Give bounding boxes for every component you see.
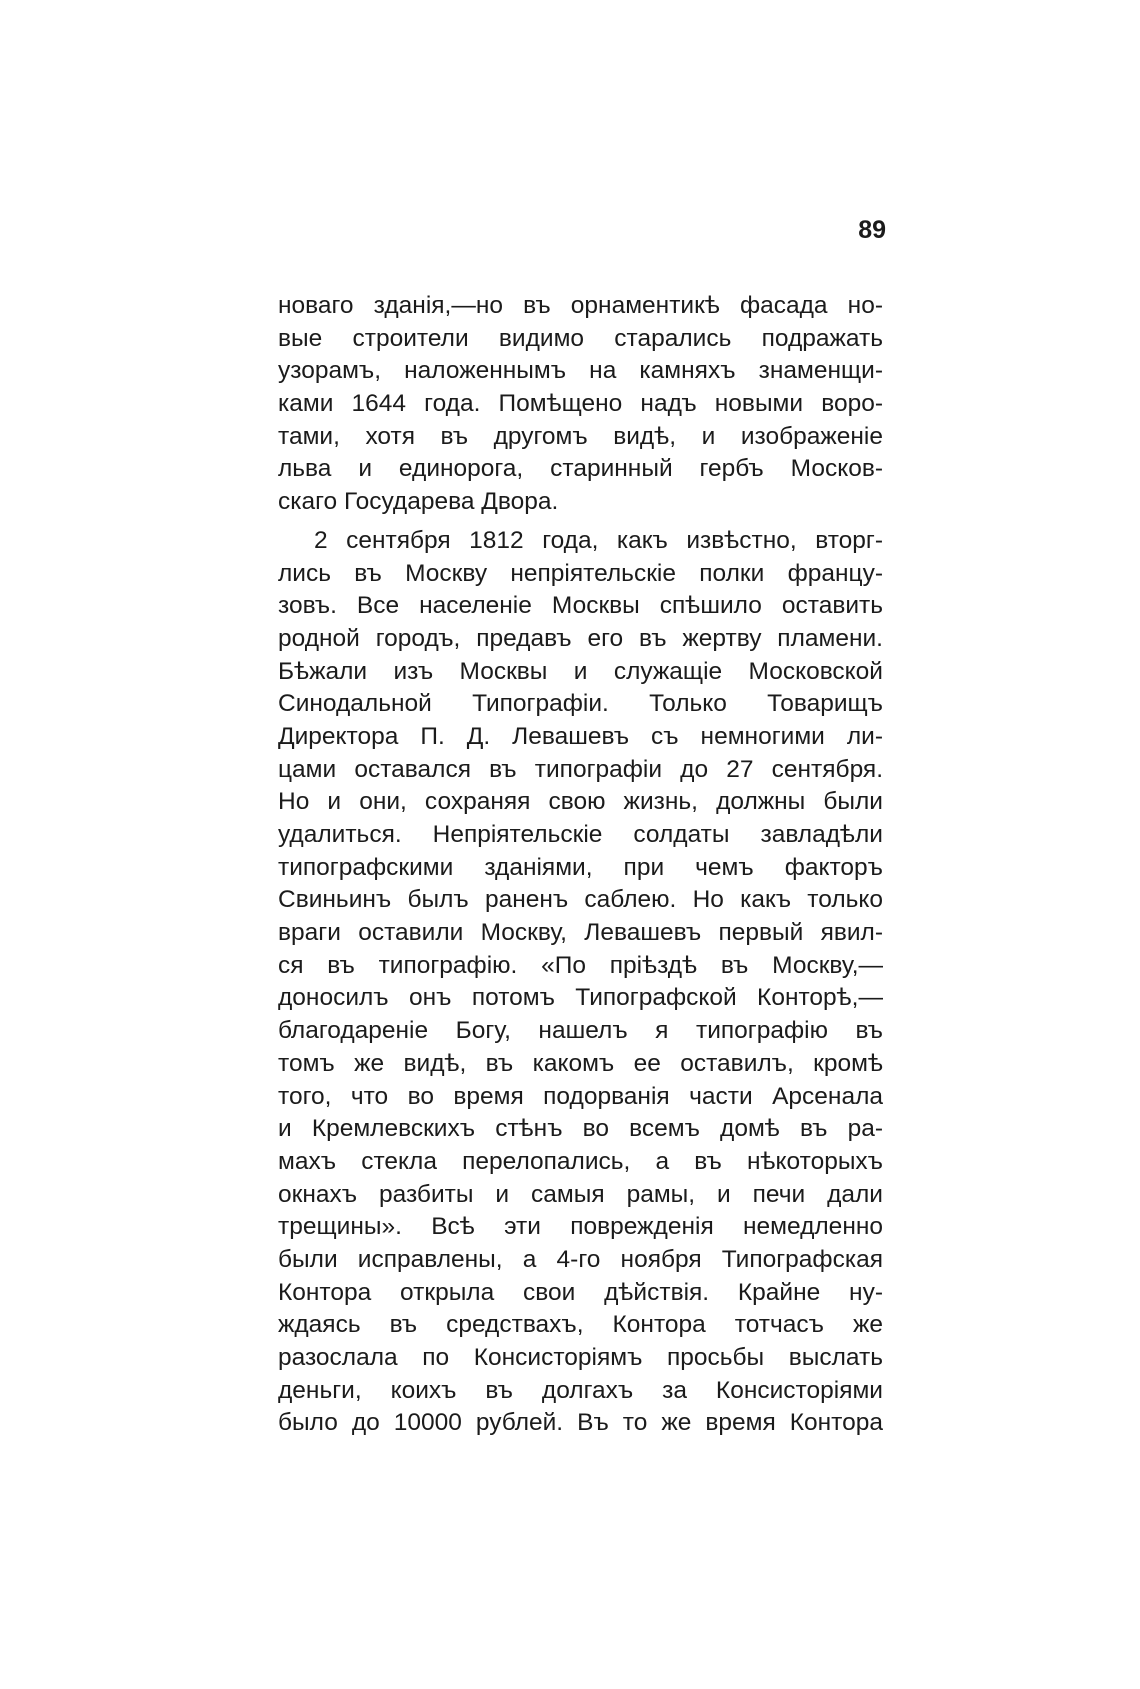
text-line: лись въ Москву непріятельскіе полки францу- <box>278 559 883 587</box>
paragraph-1 <box>278 290 883 519</box>
text-line: того, что во время подорванія части Арсенала <box>278 1082 883 1110</box>
text-line: и Кремлевскихъ стѣнъ во всемъ домѣ въ ра- <box>278 1115 883 1143</box>
text-line: льва и единорога, старинный гербъ Москов- <box>278 455 883 483</box>
text-line: узорамъ, наложеннымъ на камняхъ знаменщи- <box>278 357 883 385</box>
text-line: окнахъ разбиты и самыя рамы, и печи дали <box>278 1180 883 1208</box>
text-line: Контора открыла свои дѣйствія. Крайне ну- <box>278 1278 883 1306</box>
text-line: деньги, коихъ въ долгахъ за Консисторіями <box>278 1376 883 1404</box>
page-number: 89 <box>858 216 886 244</box>
text-line: удалиться. Непріятельскіе солдаты завладѣли <box>278 821 883 848</box>
text-line: ками 1644 года. Помѣщено надъ новыми воро- <box>278 390 883 418</box>
text-line: ждаясь въ средствахъ, Контора тотчасъ же <box>278 1311 883 1339</box>
text-line: 2 сентября 1812 года, какъ извѣстно, вторг- <box>314 526 883 554</box>
text-line: было до 10000 рублей. Въ то же время Контора <box>278 1409 883 1437</box>
text-line: Свиньинъ былъ раненъ саблею. Но какъ только <box>278 886 883 914</box>
text-line: вые строители видимо старались подражать <box>278 324 883 352</box>
text-line: томъ же видѣ, въ какомъ ее оставилъ, кромѣ <box>278 1049 883 1077</box>
text-line <box>278 1440 883 1473</box>
text-line: новаго зданія,—но въ орнаментикѣ фасада но- <box>278 292 883 319</box>
text-line: благодареніе Богу, нашелъ я типографію въ <box>278 1017 883 1045</box>
text-line: скаго Государева Двора. <box>278 488 559 516</box>
paragraph-2 <box>278 525 883 1473</box>
text-line: ся въ типографію. «По пріѣздѣ въ Москву,— <box>278 951 883 979</box>
text-line: враги оставили Москву, Левашевъ первый явил- <box>278 919 883 947</box>
body-text <box>278 290 883 1473</box>
text-line: Но и они, сохраняя свою жизнь, должны были <box>278 788 883 816</box>
text-line: махъ стекла перелопались, а въ нѣкоторыхъ <box>278 1147 883 1175</box>
text-line: Бѣжали изъ Москвы и служащіе Московской <box>278 657 883 685</box>
text-line: тами, хотя въ другомъ видѣ, и изображеніе <box>278 422 883 450</box>
text-line: цами оставался въ типографіи до 27 сентября. <box>278 755 883 783</box>
text-line: доносилъ онъ потомъ Типографской Конторѣ,— <box>278 984 883 1012</box>
text-line: трещины». Всѣ эти поврежденія немедленно <box>278 1213 883 1241</box>
text-line: Директора П. Д. Левашевъ съ немногими ли- <box>278 722 883 750</box>
text-line: Синодальной Типографіи. Только Товарищъ <box>278 690 883 718</box>
text-line: были исправлены, а 4-го ноября Типографская <box>278 1245 883 1273</box>
text-line: разослала по Консисторіямъ просьбы выслать <box>278 1344 883 1371</box>
text-line: зовъ. Все населеніе Москвы спѣшило оставить <box>278 592 883 620</box>
text-line: родной городъ, предавъ его въ жертву пламени. <box>278 624 883 652</box>
text-line: типографскими зданіями, при чемъ факторъ <box>278 853 883 881</box>
